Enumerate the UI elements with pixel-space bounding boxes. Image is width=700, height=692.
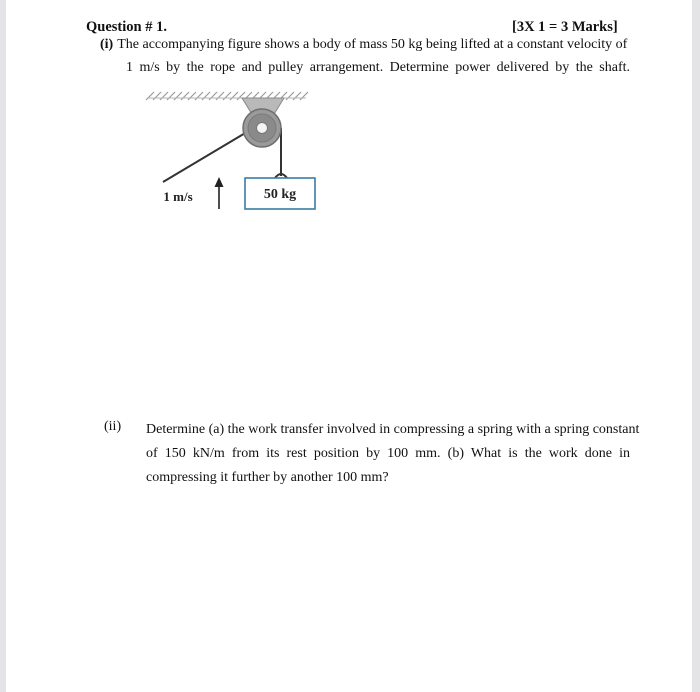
part2-text-line1: Determine (a) the work transfer involved in compressing a spring with a spring constant: [146, 422, 640, 437]
pulley-axle: [257, 123, 268, 134]
velocity-label: 1 m/s: [163, 189, 193, 204]
part1-text-line2: 1 m/s by the rope and pulley arrangement. Determine power delivered by the shaft.: [126, 60, 630, 75]
part1-text-line1: The accompanying figure shows a body of mass 50 kg being lifted at a constant velocity of: [117, 37, 628, 52]
document-page: [6, 0, 692, 692]
part2-text-line2: of 150 kN/m from its rest position by 100 mm. (b) What is the work done in: [146, 446, 630, 461]
question-marks: [3X 1 = 3 Marks]: [512, 19, 618, 35]
part2-text-line3: compressing it further by another 100 mm?: [146, 470, 389, 485]
question-title: Question # 1.: [86, 19, 167, 35]
part1-number: (i): [100, 37, 114, 52]
part2-text: [146, 418, 640, 490]
mass-label: 50 kg: [263, 187, 297, 202]
pulley-figure: [6, 0, 692, 240]
part2-number: (ii): [104, 419, 122, 434]
velocity-arrow-head: [215, 177, 224, 187]
